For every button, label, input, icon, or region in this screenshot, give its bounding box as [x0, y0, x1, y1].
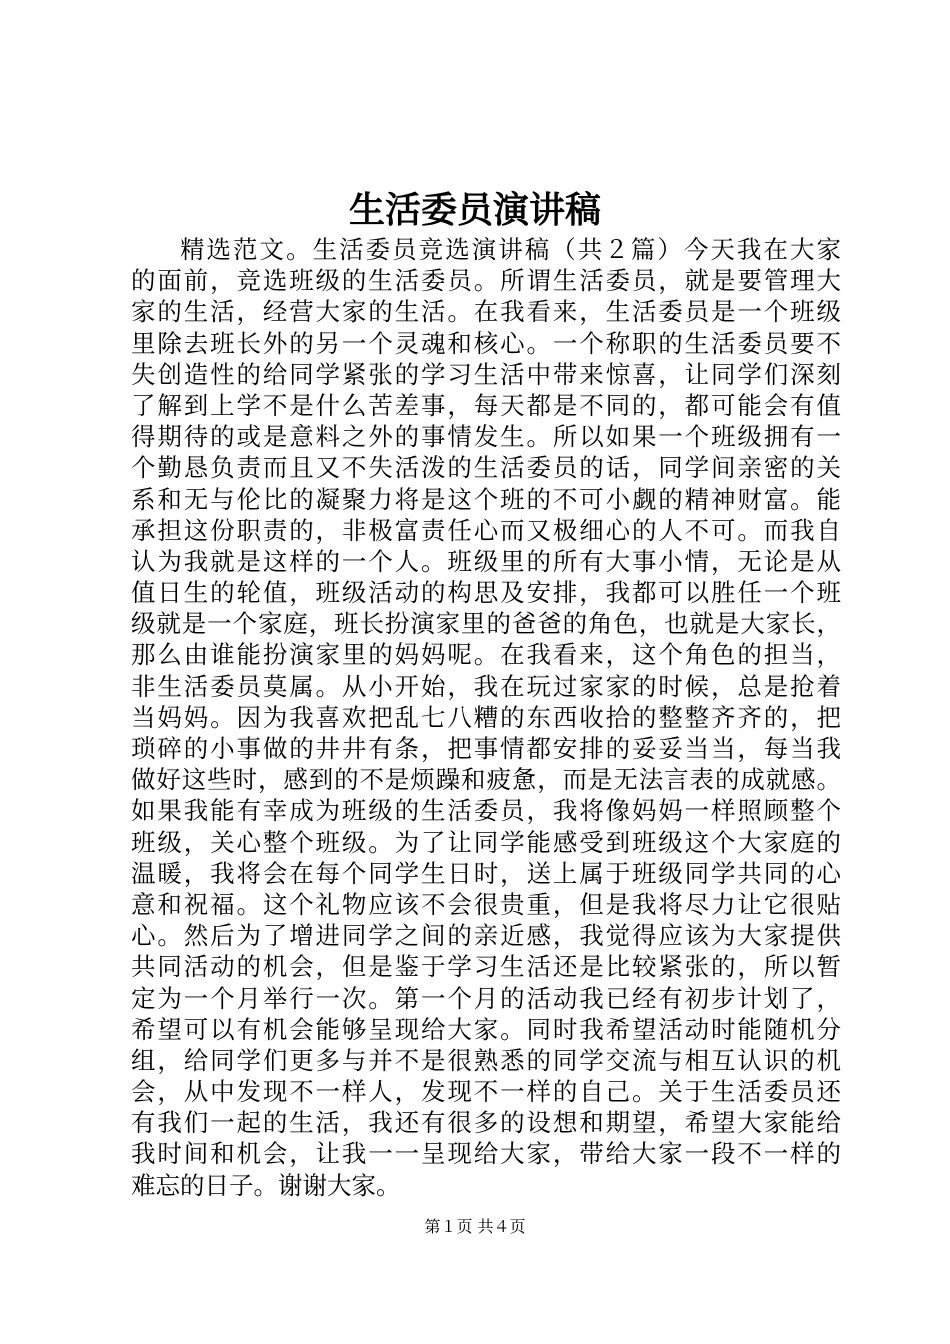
- body-line: 有我们一起的生活，我还有很多的设想和期望，希望大家能给: [131, 1108, 841, 1138]
- body-line: 里除去班长外的另一个灵魂和核心。一个称职的生活委员要不: [131, 328, 841, 358]
- document-body: [131, 234, 841, 1201]
- body-line: 失创造性的给同学紧张的学习生活中带来惊喜，让同学们深刻: [131, 359, 841, 389]
- body-line: 值日生的轮值，班级活动的构思及安排，我都可以胜任一个班: [131, 578, 841, 608]
- body-line: 定为一个月举行一次。第一个月的活动我已经有初步计划了，: [131, 983, 841, 1013]
- body-line: 共同活动的机会，但是鉴于学习生活还是比较紧张的，所以暂: [131, 952, 841, 982]
- body-line: 了解到上学不是什么苦差事，每天都是不同的，都可能会有值: [131, 390, 841, 420]
- page-title: 生活委员演讲稿: [348, 189, 601, 231]
- body-line: 温暖，我将会在每个同学生日时，送上属于班级同学共同的心: [131, 858, 841, 888]
- body-line: 琐碎的小事做的井井有条，把事情都安排的妥妥当当，每当我: [131, 734, 841, 763]
- body-line: 家的生活，经营大家的生活。在我看来，生活委员是一个班级: [131, 297, 841, 327]
- body-line: 非生活委员莫属。从小开始，我在玩过家家的时候，总是抢着: [131, 671, 841, 701]
- body-line: 班级，关心整个班级。为了让同学能感受到班级这个大家庭的: [131, 827, 841, 857]
- body-line: 组，给同学们更多与并不是很熟悉的同学交流与相互认识的机: [131, 1045, 841, 1075]
- body-line: 难忘的日子。谢谢大家。: [131, 1170, 401, 1200]
- body-line: 个勤恳负责而且又不失活泼的生活委员的话，同学间亲密的关: [131, 453, 841, 483]
- body-line: 那么由谁能扮演家里的妈妈呢。在我看来，这个角色的担当，: [131, 640, 841, 670]
- body-line: 如果我能有幸成为班级的生活委员，我将像妈妈一样照顾整个: [131, 796, 841, 826]
- body-line: 会，从中发现不一样人，发现不一样的自己。关于生活委员还: [131, 1077, 841, 1107]
- body-line: 当妈妈。因为我喜欢把乱七八糟的东西收拾的整整齐齐的，把: [131, 702, 841, 732]
- body-line: 希望可以有机会能够呈现给大家。同时我希望活动时能随机分: [131, 1014, 841, 1044]
- body-line: 认为我就是这样的一个人。班级里的所有大事小情，无论是从: [131, 546, 841, 576]
- body-line: 系和无与伦比的凝聚力将是这个班的不可小觑的精神财富。能: [131, 484, 841, 514]
- body-line: 我时间和机会，让我一一呈现给大家，带给大家一段不一样的: [131, 1139, 841, 1169]
- body-line: 的面前，竞选班级的生活委员。所谓生活委员，就是要管理大: [131, 266, 841, 296]
- body-line: 心。然后为了增进同学之间的亲近感，我觉得应该为大家提供: [131, 921, 841, 951]
- body-line: 精选范文。生活委员竞选演讲稿（共２篇）今天我在大家: [180, 235, 841, 264]
- body-line: 承担这份职责的，非极富责任心而又极细心的人不可。而我自: [131, 515, 841, 545]
- body-line: 得期待的或是意料之外的事情发生。所以如果一个班级拥有一: [131, 422, 841, 452]
- body-line: 级就是一个家庭，班长扮演家里的爸爸的角色，也就是大家长，: [131, 609, 841, 639]
- body-line: 意和祝福。这个礼物应该不会很贵重，但是我将尽力让它很贴: [131, 889, 841, 919]
- page-footer: 第１页 共４页: [424, 1217, 526, 1236]
- body-line: 做好这些时，感到的不是烦躁和疲惫，而是无法言表的成就感。: [131, 765, 841, 795]
